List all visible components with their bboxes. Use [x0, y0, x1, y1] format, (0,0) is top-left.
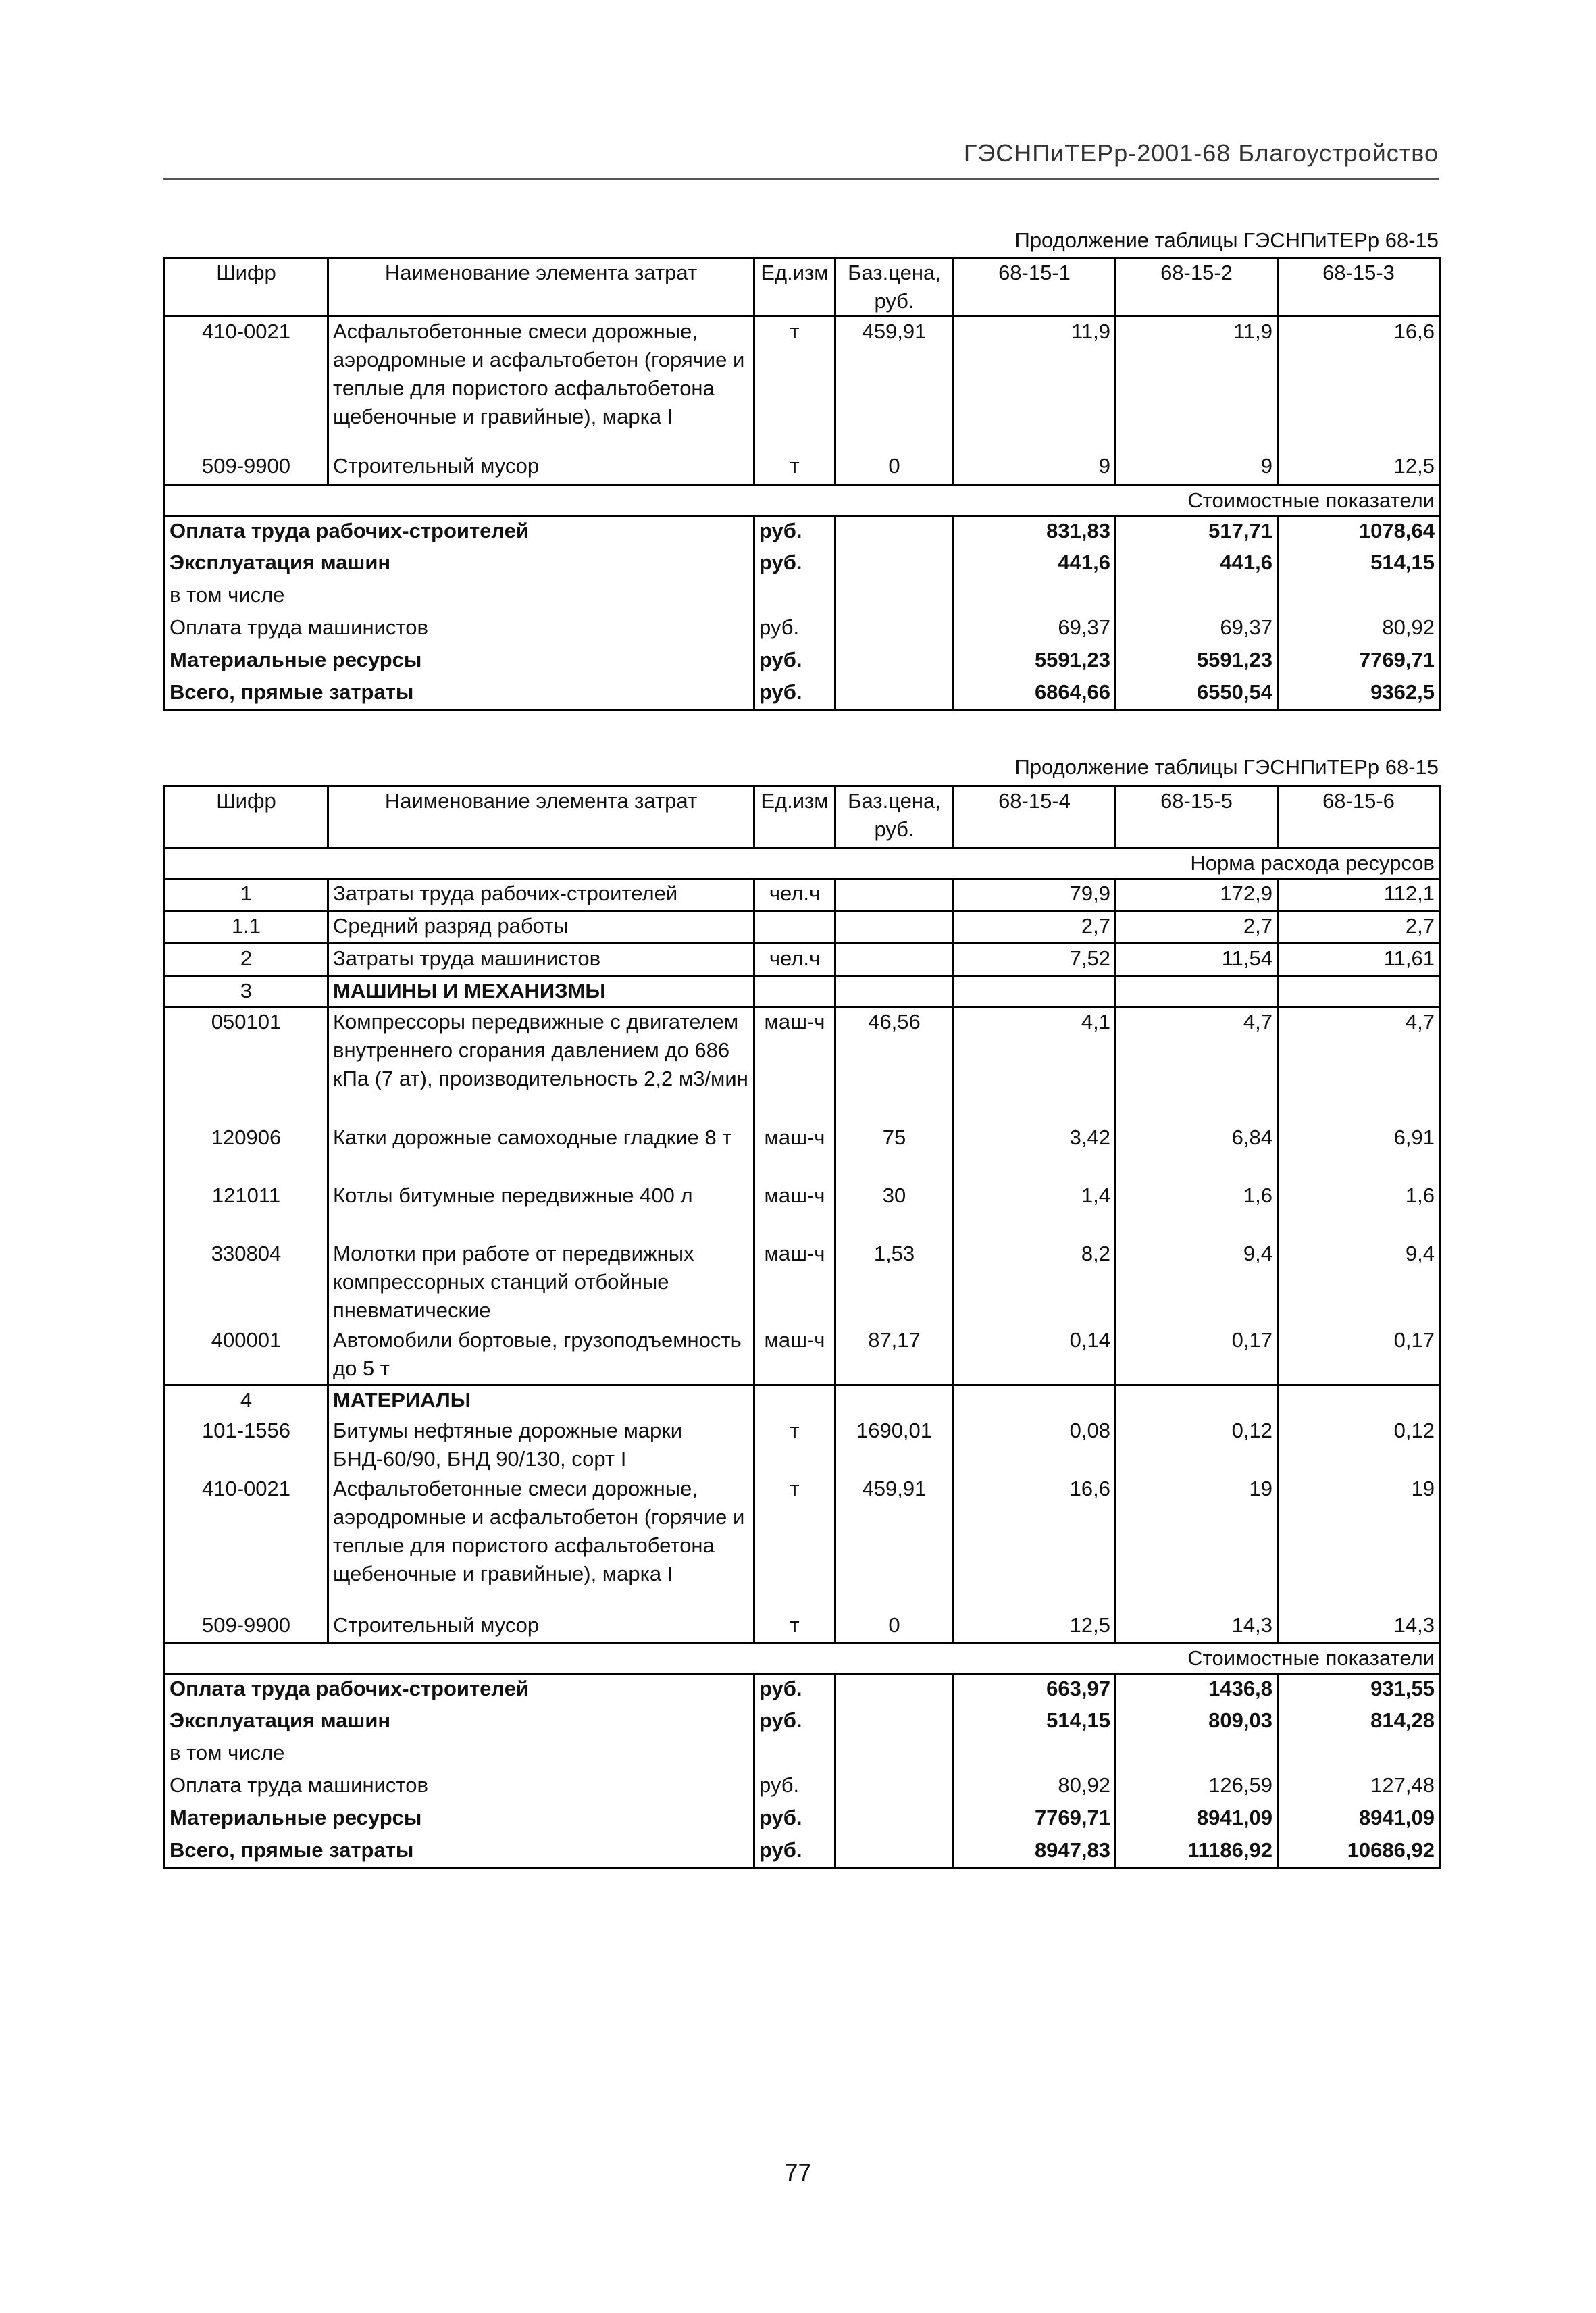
- resource-code: 121011: [165, 1181, 328, 1240]
- resource-value-3: 2,7: [1278, 911, 1440, 944]
- cost-value-3: 514,15: [1278, 549, 1440, 581]
- cost-value-3: [1278, 581, 1440, 613]
- cost-unit: руб.: [754, 678, 835, 711]
- cost-value-3: 7769,71: [1278, 646, 1440, 678]
- resource-code: 101-1556: [165, 1417, 328, 1475]
- resource-unit: т: [754, 1611, 835, 1644]
- cost-unit: руб.: [754, 1836, 835, 1869]
- section-label-costs: Стоимостные показатели: [165, 1644, 1440, 1674]
- resource-name: Битумы нефтяные дорожные марки БНД-60/90, БНД 90/130, сорт I: [328, 1417, 754, 1475]
- cost-value-3: 9362,5: [1278, 678, 1440, 711]
- resource-value-1: 2,7: [954, 911, 1116, 944]
- resource-value-2: 0,17: [1116, 1326, 1278, 1386]
- resource-value-3: 11,61: [1278, 944, 1440, 976]
- resource-value-2: 14,3: [1116, 1611, 1278, 1644]
- header-name: Наименование элемента затрат: [328, 258, 754, 317]
- machine-row: [165, 1123, 1440, 1181]
- cost-unit: руб.: [754, 516, 835, 549]
- resource-name: Котлы битумные передвижные 400 л: [328, 1181, 754, 1240]
- cost-value-1: 6864,66: [954, 678, 1116, 711]
- resource-name: Автомобили бортовые, грузоподъемность до 5 т: [328, 1326, 754, 1386]
- machine-row: [165, 1326, 1440, 1386]
- resource-price: [835, 911, 954, 944]
- cost-value-1: 663,97: [954, 1674, 1116, 1706]
- header-col-2: 68-15-2: [1116, 258, 1278, 317]
- resource-unit: маш-ч: [754, 1181, 835, 1240]
- header-unit: Ед.изм: [754, 258, 835, 317]
- group-title: МАШИНЫ И МЕХАНИЗМЫ: [328, 976, 754, 1007]
- resource-value-2: 11,9: [1116, 317, 1278, 452]
- material-row: [165, 1611, 1440, 1644]
- resource-value-2: 9,4: [1116, 1240, 1278, 1326]
- group-code: 4: [165, 1386, 328, 1417]
- resource-value-3: 9,4: [1278, 1240, 1440, 1326]
- cost-value-2: 517,71: [1116, 516, 1278, 549]
- cost-value-2: 809,03: [1116, 1706, 1278, 1739]
- header-price: Баз.цена, руб.: [835, 786, 954, 848]
- header-col-2: 68-15-5: [1116, 786, 1278, 848]
- group-code: 3: [165, 976, 328, 1007]
- cost-unit: руб.: [754, 613, 835, 646]
- header-name: Наименование элемента затрат: [328, 786, 754, 848]
- resource-code: 410-0021: [165, 317, 328, 452]
- resource-price: 30: [835, 1181, 954, 1240]
- resource-code: 1: [165, 879, 328, 911]
- resource-name: Строительный мусор: [328, 452, 754, 486]
- cost-name: Эксплуатация машин: [165, 549, 754, 581]
- resource-unit: т: [754, 1417, 835, 1475]
- resource-name: Молотки при работе от передвижных компрессорных станций отбойные пневматические: [328, 1240, 754, 1326]
- section-row: [165, 486, 1440, 516]
- group-row-machines: [165, 976, 1440, 1007]
- machine-row: [165, 1181, 1440, 1240]
- resource-value-3: 12,5: [1278, 452, 1440, 486]
- resource-value-1: 0,08: [954, 1417, 1116, 1475]
- resource-value-1: 7,52: [954, 944, 1116, 976]
- resource-value-2: 172,9: [1116, 879, 1278, 911]
- cost-value-3: 1078,64: [1278, 516, 1440, 549]
- header-code: Шифр: [165, 786, 328, 848]
- material-row: [165, 1475, 1440, 1611]
- header-col-3: 68-15-3: [1278, 258, 1440, 317]
- cost-value-1: 80,92: [954, 1771, 1116, 1804]
- section-label-costs: Стоимостные показатели: [165, 486, 1440, 516]
- resource-price: 1,53: [835, 1240, 954, 1326]
- resource-code: 330804: [165, 1240, 328, 1326]
- cost-name: Оплата труда машинистов: [165, 613, 754, 646]
- resource-value-1: 4,1: [954, 1007, 1116, 1123]
- cost-row: [165, 581, 1440, 613]
- resource-value-3: 1,6: [1278, 1181, 1440, 1240]
- header-col-1: 68-15-4: [954, 786, 1116, 848]
- resource-price: [835, 879, 954, 911]
- resource-price: 75: [835, 1123, 954, 1181]
- resource-code: 050101: [165, 1007, 328, 1123]
- resource-price: 46,56: [835, 1007, 954, 1123]
- resource-name: Катки дорожные самоходные гладкие 8 т: [328, 1123, 754, 1181]
- cost-value-3: 127,48: [1278, 1771, 1440, 1804]
- labor-row: [165, 911, 1440, 944]
- resource-price: 1690,01: [835, 1417, 954, 1475]
- resource-code: 2: [165, 944, 328, 976]
- resource-value-1: 79,9: [954, 879, 1116, 911]
- table-header-row: [165, 258, 1440, 317]
- resource-value-1: 8,2: [954, 1240, 1116, 1326]
- resource-unit: маш-ч: [754, 1123, 835, 1181]
- cost-value-1: 8947,83: [954, 1836, 1116, 1869]
- cost-name: в том числе: [165, 1739, 754, 1771]
- resource-unit: маш-ч: [754, 1326, 835, 1386]
- cost-value-2: 69,37: [1116, 613, 1278, 646]
- cost-value-2: 126,59: [1116, 1771, 1278, 1804]
- resource-unit: чел.ч: [754, 944, 835, 976]
- section-row: [165, 848, 1440, 879]
- table-caption: Продолжение таблицы ГЭСНПиТЕРр 68-15: [1014, 228, 1439, 252]
- cost-row: [165, 1804, 1440, 1836]
- machine-row: [165, 1007, 1440, 1123]
- resource-name: Строительный мусор: [328, 1611, 754, 1644]
- resource-name: Асфальтобетонные смеси дорожные, аэродромные и асфальтобетон (горячие и теплые для пористого асфальтобетона щебеночные и гравийные), марка I: [328, 317, 754, 452]
- resource-value-3: 0,17: [1278, 1326, 1440, 1386]
- resource-value-2: 19: [1116, 1475, 1278, 1611]
- cost-unit: руб.: [754, 646, 835, 678]
- resource-unit: т: [754, 452, 835, 486]
- resource-code: 400001: [165, 1326, 328, 1386]
- cost-row: [165, 613, 1440, 646]
- table-header-row: [165, 786, 1440, 848]
- resource-name: Затраты труда рабочих-строителей: [328, 879, 754, 911]
- resource-value-2: 1,6: [1116, 1181, 1278, 1240]
- cost-name: Всего, прямые затраты: [165, 1836, 754, 1869]
- cost-unit: [754, 581, 835, 613]
- cost-value-3: 10686,92: [1278, 1836, 1440, 1869]
- resource-value-3: 19: [1278, 1475, 1440, 1611]
- header-col-1: 68-15-1: [954, 258, 1116, 317]
- resource-value-1: 12,5: [954, 1611, 1116, 1644]
- cost-row: [165, 646, 1440, 678]
- resource-value-1: 0,14: [954, 1326, 1116, 1386]
- group-row-materials: [165, 1386, 1440, 1417]
- cost-unit: [754, 1739, 835, 1771]
- cost-row: [165, 1674, 1440, 1706]
- resource-price: [835, 944, 954, 976]
- resource-value-2: 6,84: [1116, 1123, 1278, 1181]
- cost-name: Материальные ресурсы: [165, 646, 754, 678]
- cost-value-1: 7769,71: [954, 1804, 1116, 1836]
- cost-value-2: 1436,8: [1116, 1674, 1278, 1706]
- cost-row-total: [165, 678, 1440, 711]
- labor-row: [165, 879, 1440, 911]
- resource-value-3: 14,3: [1278, 1611, 1440, 1644]
- resource-unit: маш-ч: [754, 1240, 835, 1326]
- resource-price: 0: [835, 452, 954, 486]
- cost-unit: руб.: [754, 1706, 835, 1739]
- resource-code: 120906: [165, 1123, 328, 1181]
- cost-value-1: [954, 581, 1116, 613]
- cost-name: Оплата труда рабочих-строителей: [165, 516, 754, 549]
- cost-row: [165, 1706, 1440, 1739]
- resource-row: [165, 317, 1440, 452]
- cost-value-1: 831,83: [954, 516, 1116, 549]
- cost-name: Всего, прямые затраты: [165, 678, 754, 711]
- cost-value-3: [1278, 1739, 1440, 1771]
- header-code: Шифр: [165, 258, 328, 317]
- header-price: Баз.цена, руб.: [835, 258, 954, 317]
- machine-row: [165, 1240, 1440, 1326]
- header-unit: Ед.изм: [754, 786, 835, 848]
- cost-value-3: 80,92: [1278, 613, 1440, 646]
- resource-row: [165, 452, 1440, 486]
- resource-unit: т: [754, 317, 835, 452]
- resource-price: 459,91: [835, 317, 954, 452]
- resource-value-3: 0,12: [1278, 1417, 1440, 1475]
- resource-price: 459,91: [835, 1475, 954, 1611]
- resource-price: 87,17: [835, 1326, 954, 1386]
- resource-value-1: 16,6: [954, 1475, 1116, 1611]
- resource-code: 410-0021: [165, 1475, 328, 1611]
- cost-value-3: 814,28: [1278, 1706, 1440, 1739]
- cost-value-2: [1116, 1739, 1278, 1771]
- cost-value-2: 6550,54: [1116, 678, 1278, 711]
- cost-unit: руб.: [754, 1771, 835, 1804]
- cost-value-3: 8941,09: [1278, 1804, 1440, 1836]
- cost-value-2: 11186,92: [1116, 1836, 1278, 1869]
- cost-value-1: [954, 1739, 1116, 1771]
- resource-value-2: 0,12: [1116, 1417, 1278, 1475]
- material-row: [165, 1417, 1440, 1475]
- resource-value-1: 1,4: [954, 1181, 1116, 1240]
- resource-value-2: 4,7: [1116, 1007, 1278, 1123]
- cost-row: [165, 1739, 1440, 1771]
- section-label-norms: Норма расхода ресурсов: [165, 848, 1440, 879]
- resource-code: 509-9900: [165, 452, 328, 486]
- resource-value-1: 11,9: [954, 317, 1116, 452]
- resource-name: Затраты труда машинистов: [328, 944, 754, 976]
- resource-unit: чел.ч: [754, 879, 835, 911]
- cost-unit: руб.: [754, 549, 835, 581]
- cost-value-2: 441,6: [1116, 549, 1278, 581]
- running-header: ГЭСНПиТЕРр-2001-68 Благоустройство: [963, 139, 1439, 167]
- cost-unit: руб.: [754, 1674, 835, 1706]
- cost-name: Оплата труда рабочих-строителей: [165, 1674, 754, 1706]
- resource-value-3: 6,91: [1278, 1123, 1440, 1181]
- cost-value-2: [1116, 581, 1278, 613]
- resource-value-2: 9: [1116, 452, 1278, 486]
- cost-name: Эксплуатация машин: [165, 1706, 754, 1739]
- cost-value-2: 8941,09: [1116, 1804, 1278, 1836]
- table-caption: Продолжение таблицы ГЭСНПиТЕРр 68-15: [1014, 755, 1439, 779]
- resource-price: 0: [835, 1611, 954, 1644]
- cost-value-3: 931,55: [1278, 1674, 1440, 1706]
- resource-name: Компрессоры передвижные с двигателем внутреннего сгорания давлением до 686 кПа (7 ат), производительность 2,2 м3/мин: [328, 1007, 754, 1123]
- header-col-3: 68-15-6: [1278, 786, 1440, 848]
- cost-unit: руб.: [754, 1804, 835, 1836]
- resource-code: 509-9900: [165, 1611, 328, 1644]
- cost-row: [165, 516, 1440, 549]
- resource-value-2: 2,7: [1116, 911, 1278, 944]
- resource-value-3: 16,6: [1278, 317, 1440, 452]
- cost-value-2: 5591,23: [1116, 646, 1278, 678]
- cost-row-total: [165, 1836, 1440, 1869]
- cost-value-1: 69,37: [954, 613, 1116, 646]
- cost-value-1: 5591,23: [954, 646, 1116, 678]
- section-row: [165, 1644, 1440, 1674]
- cost-name: Материальные ресурсы: [165, 1804, 754, 1836]
- resource-value-3: 112,1: [1278, 879, 1440, 911]
- page-number: 77: [784, 2158, 812, 2186]
- cost-value-1: 514,15: [954, 1706, 1116, 1739]
- resource-name: Асфальтобетонные смеси дорожные, аэродромные и асфальтобетон (горячие и теплые для пористого асфальтобетона щебеночные и гравийные), марка I: [328, 1475, 754, 1611]
- resource-code: 1.1: [165, 911, 328, 944]
- resource-unit: маш-ч: [754, 1007, 835, 1123]
- cost-name: в том числе: [165, 581, 754, 613]
- cost-name: Оплата труда машинистов: [165, 1771, 754, 1804]
- resource-value-1: 3,42: [954, 1123, 1116, 1181]
- cost-row: [165, 549, 1440, 581]
- resource-value-1: 9: [954, 452, 1116, 486]
- header-rule: [163, 178, 1439, 180]
- labor-row: [165, 944, 1440, 976]
- resource-value-3: 4,7: [1278, 1007, 1440, 1123]
- cost-value-1: 441,6: [954, 549, 1116, 581]
- resource-name: Средний разряд работы: [328, 911, 754, 944]
- resource-unit: [754, 911, 835, 944]
- norms-table-68-15-4-6: [163, 785, 1441, 1869]
- group-title: МАТЕРИАЛЫ: [328, 1386, 754, 1417]
- norms-table-68-15-1-3: [163, 257, 1441, 711]
- resource-value-2: 11,54: [1116, 944, 1278, 976]
- resource-unit: т: [754, 1475, 835, 1611]
- cost-row: [165, 1771, 1440, 1804]
